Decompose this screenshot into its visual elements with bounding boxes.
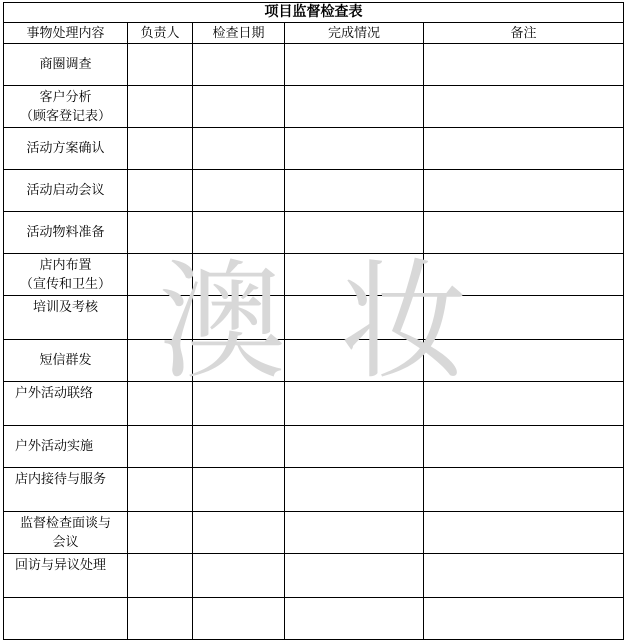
table-row	[4, 468, 624, 512]
remarks-cell[interactable]	[424, 128, 624, 170]
owner-cell[interactable]	[128, 128, 193, 170]
owner-cell[interactable]	[128, 296, 193, 340]
task-cell: 活动方案确认	[4, 128, 128, 170]
check-date-cell[interactable]	[193, 598, 285, 640]
completion-cell[interactable]	[285, 86, 424, 128]
check-date-cell[interactable]	[193, 426, 285, 468]
table-row	[4, 212, 624, 254]
completion-cell[interactable]	[285, 512, 424, 554]
task-cell	[4, 598, 128, 640]
remarks-cell[interactable]	[424, 426, 624, 468]
owner-cell[interactable]	[128, 254, 193, 296]
completion-cell[interactable]	[285, 468, 424, 512]
header-check-date: 检查日期	[193, 23, 285, 44]
watermark-char: 澳	[158, 248, 287, 397]
task-cell: 培训及考核	[4, 296, 128, 340]
check-date-cell[interactable]	[193, 296, 285, 340]
header-task: 事物处理内容	[4, 23, 128, 44]
remarks-cell[interactable]	[424, 296, 624, 340]
table-row	[4, 296, 624, 340]
check-date-cell[interactable]	[193, 382, 285, 426]
table-row	[4, 382, 624, 426]
task-cell: 户外活动联络	[4, 382, 128, 426]
header-remarks: 备注	[424, 23, 624, 44]
completion-cell[interactable]	[285, 296, 424, 340]
check-date-cell[interactable]	[193, 86, 285, 128]
title-row	[4, 3, 624, 23]
check-date-cell[interactable]	[193, 170, 285, 212]
table-row	[4, 554, 624, 598]
owner-cell[interactable]	[128, 340, 193, 382]
completion-cell[interactable]	[285, 340, 424, 382]
owner-cell[interactable]	[128, 512, 193, 554]
task-cell: 监督检查面谈与 会议	[4, 512, 128, 554]
completion-cell[interactable]	[285, 254, 424, 296]
table-row	[4, 170, 624, 212]
owner-cell[interactable]	[128, 44, 193, 86]
task-cell: 户外活动实施	[4, 426, 128, 468]
table-row	[4, 340, 624, 382]
check-date-cell[interactable]	[193, 212, 285, 254]
watermark-char: 妆	[340, 248, 469, 397]
inspection-table	[3, 2, 624, 640]
check-date-cell[interactable]	[193, 128, 285, 170]
table-row	[4, 128, 624, 170]
check-date-cell[interactable]	[193, 254, 285, 296]
completion-cell[interactable]	[285, 382, 424, 426]
remarks-cell[interactable]	[424, 44, 624, 86]
task-cell: 店内布置 （宣传和卫生）	[4, 254, 128, 296]
task-cell: 回访与异议处理	[4, 554, 128, 598]
check-date-cell[interactable]	[193, 44, 285, 86]
owner-cell[interactable]	[128, 170, 193, 212]
owner-cell[interactable]	[128, 426, 193, 468]
task-cell: 活动物料准备	[4, 212, 128, 254]
remarks-cell[interactable]	[424, 86, 624, 128]
task-cell: 客户分析 （顾客登记表）	[4, 86, 128, 128]
owner-cell[interactable]	[128, 598, 193, 640]
table-row	[4, 254, 624, 296]
check-date-cell[interactable]	[193, 340, 285, 382]
table-row	[4, 512, 624, 554]
check-date-cell[interactable]	[193, 554, 285, 598]
table-row	[4, 426, 624, 468]
header-owner: 负责人	[128, 23, 193, 44]
check-date-cell[interactable]	[193, 468, 285, 512]
completion-cell[interactable]	[285, 128, 424, 170]
task-cell: 活动启动会议	[4, 170, 128, 212]
check-date-cell[interactable]	[193, 512, 285, 554]
remarks-cell[interactable]	[424, 254, 624, 296]
owner-cell[interactable]	[128, 468, 193, 512]
inspection-sheet	[3, 2, 623, 640]
task-cell: 短信群发	[4, 340, 128, 382]
owner-cell[interactable]	[128, 212, 193, 254]
remarks-cell[interactable]	[424, 382, 624, 426]
header-row	[4, 23, 624, 44]
completion-cell[interactable]	[285, 426, 424, 468]
completion-cell[interactable]	[285, 44, 424, 86]
remarks-cell[interactable]	[424, 212, 624, 254]
remarks-cell[interactable]	[424, 598, 624, 640]
remarks-cell[interactable]	[424, 468, 624, 512]
remarks-cell[interactable]	[424, 170, 624, 212]
completion-cell[interactable]	[285, 170, 424, 212]
table-row	[4, 44, 624, 86]
table-row	[4, 598, 624, 640]
remarks-cell[interactable]	[424, 512, 624, 554]
completion-cell[interactable]	[285, 554, 424, 598]
table-title: 项目监督检查表	[4, 3, 624, 23]
owner-cell[interactable]	[128, 86, 193, 128]
remarks-cell[interactable]	[424, 554, 624, 598]
completion-cell[interactable]	[285, 212, 424, 254]
task-cell: 商圈调查	[4, 44, 128, 86]
table-row	[4, 86, 624, 128]
header-completion: 完成情况	[285, 23, 424, 44]
owner-cell[interactable]	[128, 382, 193, 426]
completion-cell[interactable]	[285, 598, 424, 640]
task-cell: 店内接待与服务	[4, 468, 128, 512]
owner-cell[interactable]	[128, 554, 193, 598]
remarks-cell[interactable]	[424, 340, 624, 382]
